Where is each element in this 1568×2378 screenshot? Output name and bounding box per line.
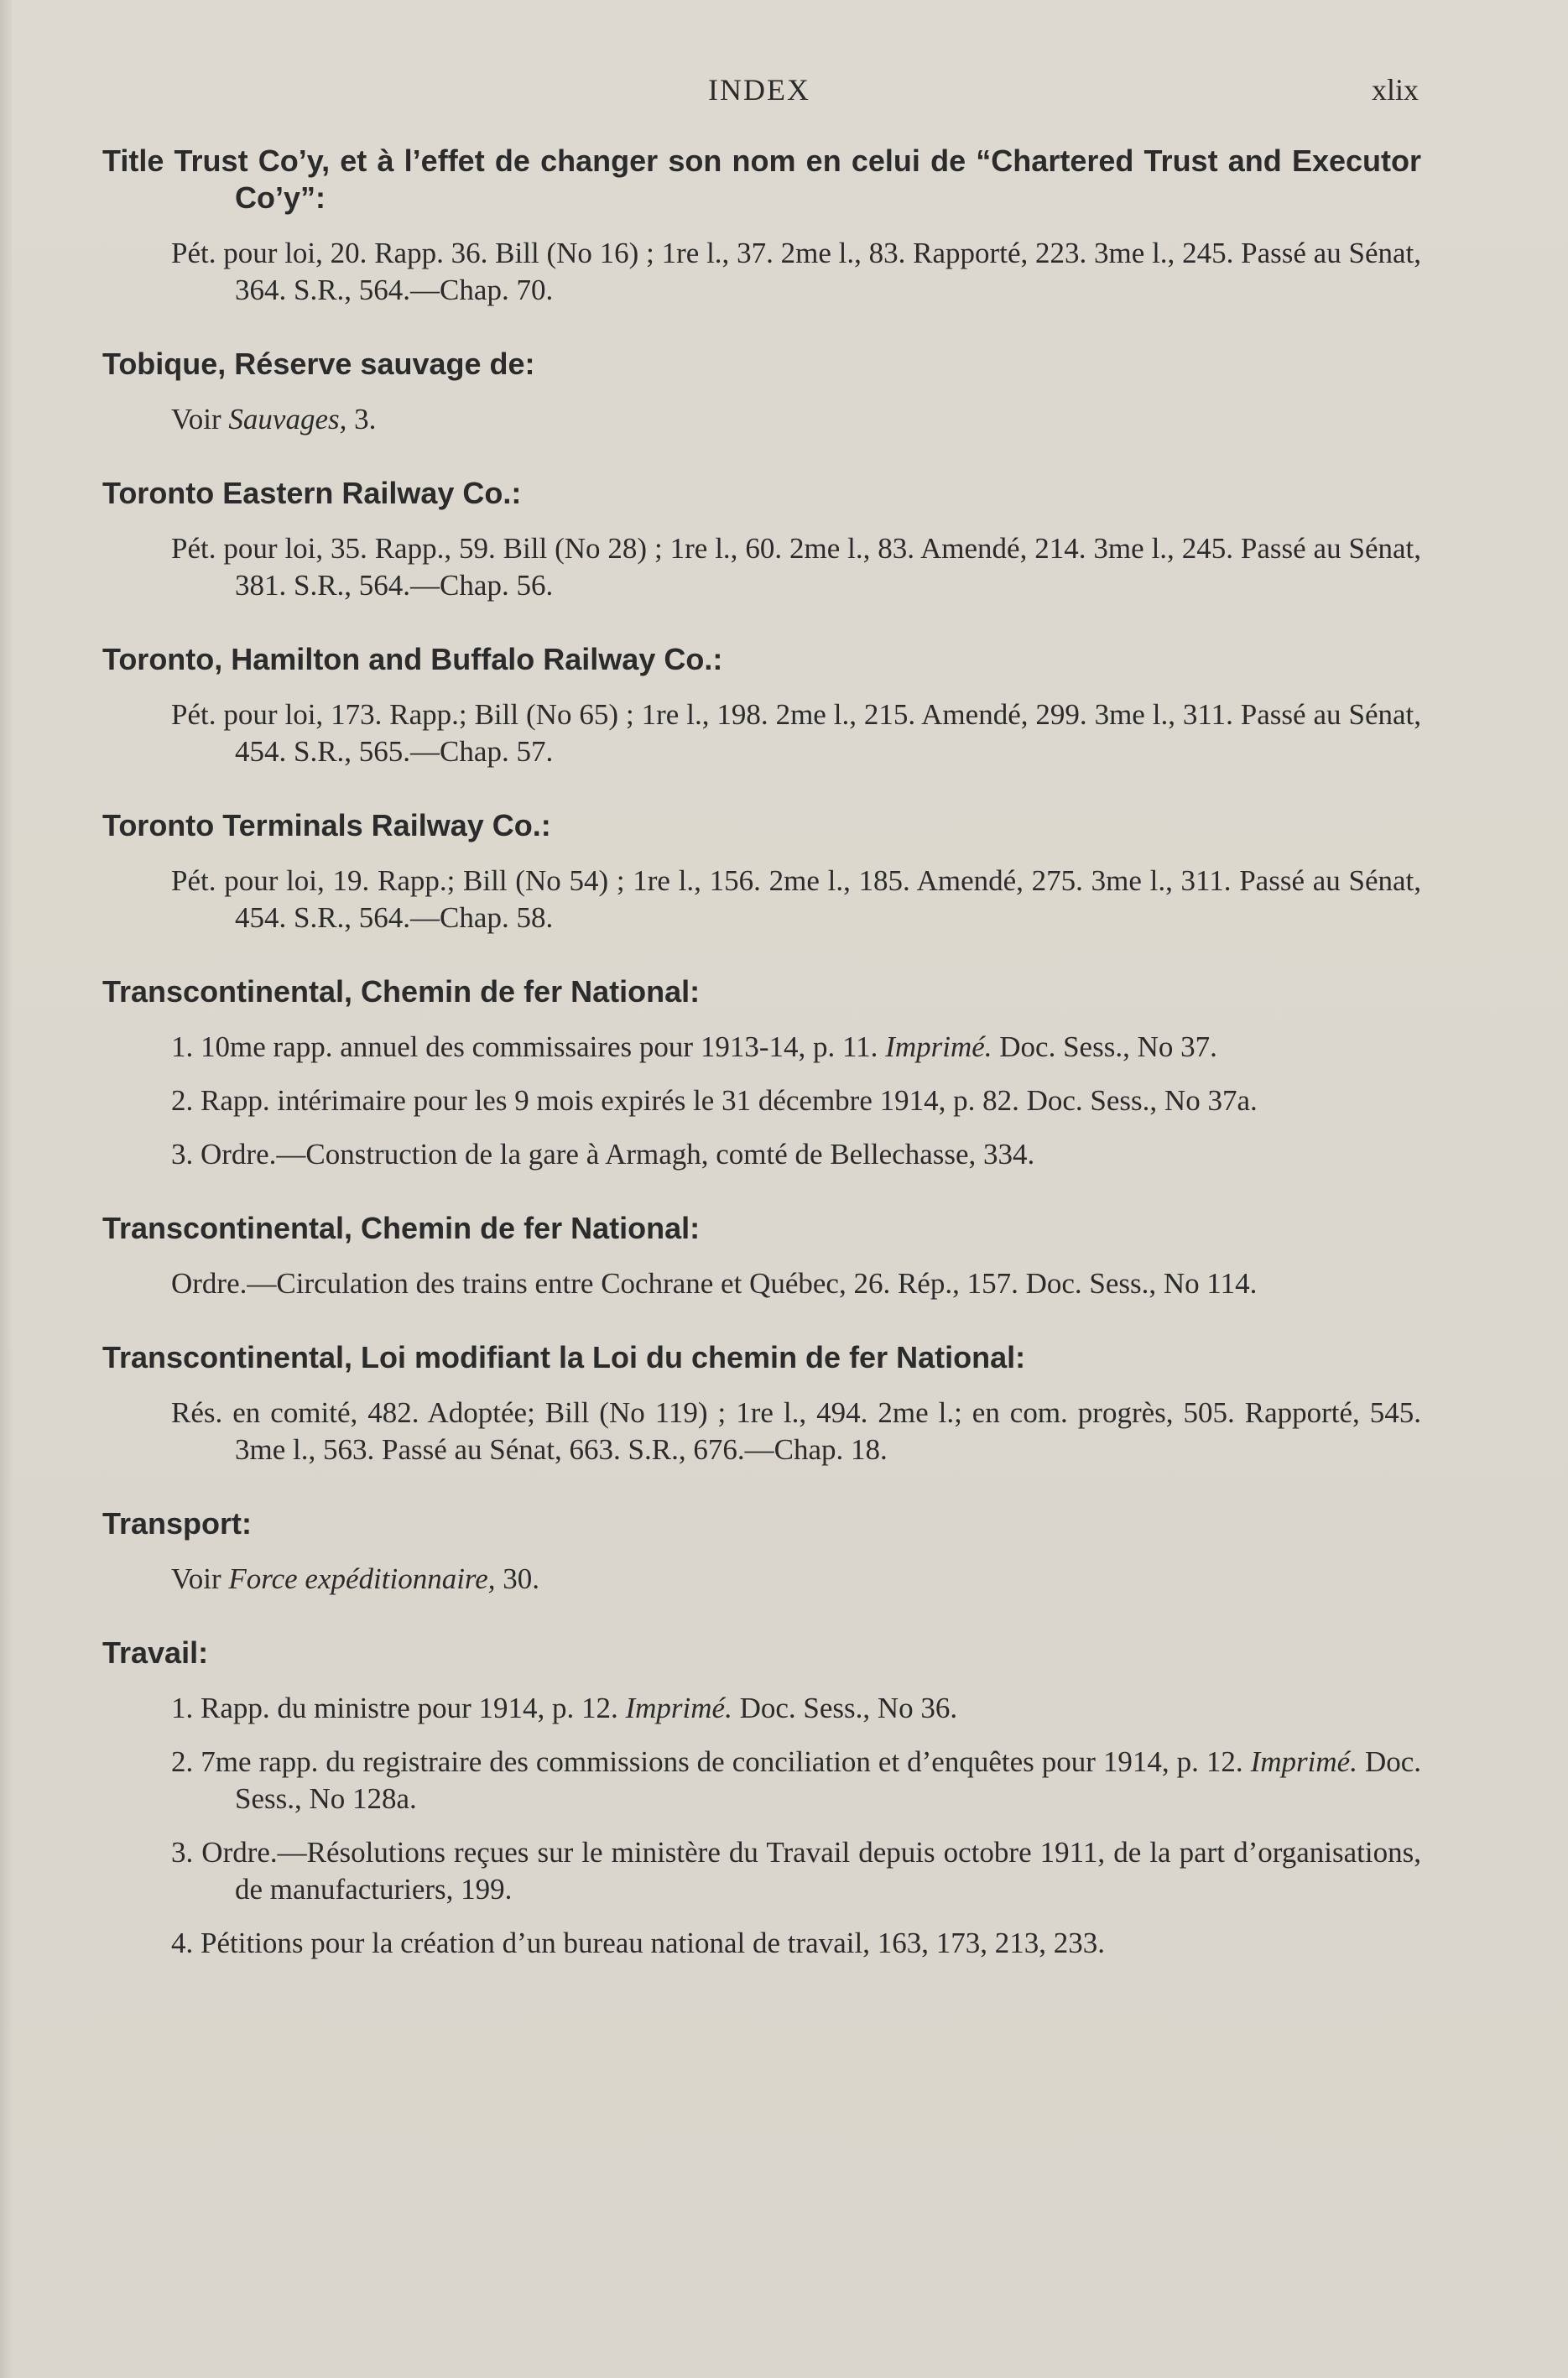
line-italic-text: Imprimé. bbox=[1250, 1745, 1357, 1778]
index-line: 2. Rapp. intérimaire pour les 9 mois expirés le 31 décembre 1914, p. 82. Doc. Sess., No 37a. bbox=[171, 1084, 1258, 1117]
line-italic-text: Imprimé. bbox=[625, 1692, 732, 1724]
index-entry bbox=[102, 143, 1421, 309]
index-heading: Toronto, Hamilton and Buffalo Railway Co.: bbox=[102, 642, 723, 676]
index-heading: Transcontinental, Chemin de fer National: bbox=[102, 974, 701, 1009]
index-entry bbox=[102, 1339, 1421, 1468]
line-italic-text: Imprimé. bbox=[885, 1030, 992, 1063]
index-entry bbox=[102, 346, 1421, 438]
running-title: INDEX bbox=[708, 73, 810, 107]
running-head bbox=[0, 72, 1568, 114]
index-heading: Transcontinental, Chemin de fer National: bbox=[102, 1211, 701, 1245]
line-suffix: Doc. Sess., No 128a. bbox=[235, 1745, 1422, 1815]
index-line: Pét. pour loi, 20. Rapp. 36. Bill (No 16) ; 1re l., 37. 2me l., 83. Rapporté, 223. 3me l., 245. Passé au Sénat, 364. S.R., 564.—Chap. 70. bbox=[171, 237, 1421, 306]
index-entry bbox=[102, 641, 1421, 770]
index-line: Pét. pour loi, 173. Rapp.; Bill (No 65) ; 1re l., 198. 2me l., 215. Amendé, 299. 3me l., 311. Passé au Sénat, 454. S.R., 565.—Chap. 57. bbox=[171, 698, 1421, 768]
index-heading: Toronto Terminals Railway Co.: bbox=[102, 808, 551, 842]
index-heading: Tobique, Réserve sauvage de: bbox=[102, 347, 535, 381]
index-line: Ordre.—Circulation des trains entre Cochrane et Québec, 26. Rép., 157. Doc. Sess., No 114. bbox=[171, 1267, 1258, 1300]
line-prefix: 1. Rapp. du ministre pour 1914, p. 12. bbox=[171, 1692, 626, 1724]
index-content bbox=[102, 143, 1421, 1999]
line-suffix: 3. bbox=[346, 403, 377, 435]
line-prefix: Voir bbox=[171, 403, 229, 435]
index-line bbox=[171, 1744, 1421, 1817]
index-line: 3. Ordre.—Résolutions reçues sur le ministère du Travail depuis octobre 1911, de la part d’organisations, de manufacturiers, 199. bbox=[171, 1836, 1421, 1906]
index-entry bbox=[102, 807, 1421, 936]
index-line: 3. Ordre.—Construction de la gare à Armagh, comté de Bellechasse, 334. bbox=[171, 1138, 1035, 1171]
index-entry bbox=[102, 973, 1421, 1173]
index-heading: Title Trust Co’y, et à l’effet de changer son nom en celui de “Chartered Trust and Executor Co’y”: bbox=[102, 143, 1421, 215]
index-line: Pét. pour loi, 35. Rapp., 59. Bill (No 28) ; 1re l., 60. 2me l., 83. Amendé, 214. 3me l., 245. Passé au Sénat, 381. S.R., 564.—Chap. 56. bbox=[171, 532, 1421, 602]
index-line: Pét. pour loi, 19. Rapp.; Bill (No 54) ; 1re l., 156. 2me l., 185. Amendé, 275. 3me l., 311. Passé au Sénat, 454. S.R., 564.—Chap. 58. bbox=[171, 864, 1421, 934]
index-entry bbox=[102, 475, 1421, 604]
index-line bbox=[171, 1690, 1421, 1727]
index-line: 4. Pétitions pour la création d’un bureau national de travail, 163, 173, 213, 233. bbox=[171, 1927, 1105, 1959]
line-prefix: Voir bbox=[171, 1562, 229, 1595]
index-heading: Transcontinental, Loi modifiant la Loi du chemin de fer National: bbox=[102, 1340, 1026, 1374]
index-line bbox=[171, 1029, 1421, 1066]
index-line bbox=[171, 1561, 1421, 1598]
line-italic-text: Sauvages, bbox=[228, 403, 347, 435]
page-left-edge bbox=[0, 0, 12, 2378]
index-heading: Toronto Eastern Railway Co.: bbox=[102, 476, 522, 510]
index-heading: Travail: bbox=[102, 1635, 209, 1670]
line-prefix: 1. 10me rapp. annuel des commissaires pour 1913-14, p. 11. bbox=[171, 1030, 886, 1063]
index-heading: Transport: bbox=[102, 1506, 253, 1541]
line-italic-text: Force expéditionnaire, bbox=[228, 1562, 496, 1595]
index-line bbox=[171, 401, 1421, 438]
line-suffix: Doc. Sess., No 37. bbox=[992, 1030, 1217, 1063]
page-number: xlix bbox=[1371, 73, 1419, 107]
index-line: Rés. en comité, 482. Adoptée; Bill (No 119) ; 1re l., 494. 2me l.; en com. progrès, 505. Rapporté, 545. 3me l., 563. Passé au Sénat, 663. S.R., 676.—Chap. 18. bbox=[171, 1396, 1421, 1466]
line-suffix: Doc. Sess., No 36. bbox=[732, 1692, 958, 1724]
index-entry bbox=[102, 1505, 1421, 1598]
line-prefix: 2. 7me rapp. du registraire des commissions de conciliation et d’enquêtes pour 1914, p. 12. bbox=[171, 1745, 1251, 1778]
index-entry bbox=[102, 1635, 1421, 1962]
index-entry bbox=[102, 1210, 1421, 1302]
line-suffix: 30. bbox=[495, 1562, 540, 1595]
